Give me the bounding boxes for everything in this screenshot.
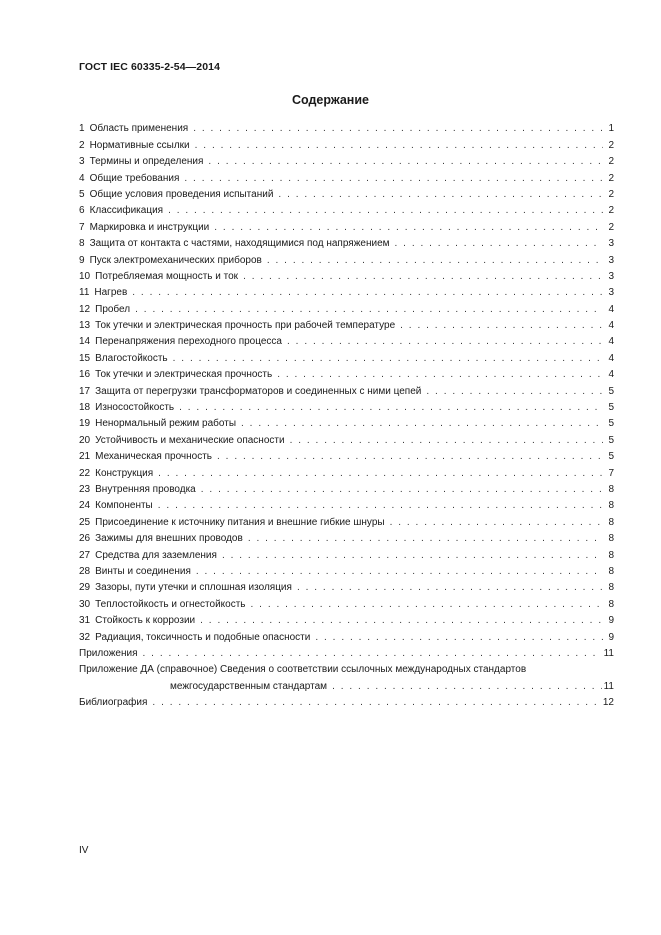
toc-leader-dots [395, 238, 603, 250]
toc-entry[interactable] [79, 135, 614, 151]
toc-leader-dots [168, 205, 603, 217]
toc-entry-number: 28 [79, 565, 91, 577]
toc-entry[interactable] [79, 545, 614, 561]
toc-entry-label: Классификация [89, 205, 164, 217]
toc-leader-dots [152, 697, 600, 709]
toc-entry-page: 4 [608, 320, 614, 332]
toc-entry-page: 8 [608, 549, 614, 561]
toc-entry-page: 3 [608, 238, 614, 250]
toc-entry-page: 8 [608, 500, 614, 512]
toc-entry-page: 3 [608, 270, 614, 282]
toc-entry-page: 2 [608, 139, 614, 151]
toc-leader-dots [222, 550, 603, 562]
toc-leader-dots [208, 156, 603, 168]
toc-entry-page: 11 [603, 680, 614, 692]
toc-leader-dots [243, 271, 603, 283]
toc-entry-page: 5 [608, 451, 614, 463]
toc-entry-number: 2 [79, 139, 85, 151]
toc-leader-dots [158, 500, 603, 512]
toc-entry-page: 4 [608, 369, 614, 381]
toc-entry-number: 26 [79, 533, 91, 545]
toc-leader-dots [132, 287, 603, 299]
toc-entry-label: Износостойкость [95, 402, 175, 414]
toc-entry-label: Приложения [79, 647, 138, 659]
toc-entry-label: Пробел [95, 303, 131, 315]
toc-leader-dots [200, 615, 603, 627]
toc-entry[interactable] [79, 348, 614, 364]
toc-entry-label: Конструкция [95, 467, 154, 479]
toc-leader-dots [290, 435, 603, 447]
toc-entry-page: 3 [608, 287, 614, 299]
toc-entry-number: 17 [79, 385, 91, 397]
toc-entry-number: 32 [79, 631, 91, 643]
toc-leader-dots [173, 353, 603, 365]
toc-entry-label: Нагрев [94, 287, 128, 299]
toc-entry[interactable] [79, 283, 614, 299]
toc-entry-label: Защита от контакта с частями, находящимися под напряжением [89, 238, 390, 250]
toc-entry-number: 23 [79, 483, 91, 495]
toc-entry-page: 4 [608, 352, 614, 364]
toc-entry-number: 22 [79, 467, 91, 479]
document-header: ГОСТ IEC 60335-2-54—2014 [79, 61, 221, 73]
toc-leader-dots [184, 173, 603, 185]
toc-entry[interactable] [79, 365, 614, 381]
toc-entry-page: 2 [608, 188, 614, 200]
toc-entry-label: Ненормальный режим работы [95, 418, 237, 430]
toc-appendix-da-entry-line1[interactable] [79, 660, 614, 676]
toc-entry-label: Приложение ДА (справочное) Сведения о соответствии ссылочных международных стандартов [79, 664, 527, 676]
toc-entry-label: Механическая прочность [95, 451, 212, 463]
toc-leader-dots [135, 304, 603, 316]
toc-leader-dots [196, 566, 603, 578]
toc-entry-number: 18 [79, 402, 91, 414]
toc-entry-number: 3 [79, 156, 85, 168]
toc-entry-page: 4 [608, 336, 614, 348]
toc-entry-page: 8 [608, 516, 614, 528]
toc-entry-label: Средства для заземления [95, 549, 217, 561]
toc-appendix-da-entry-line2[interactable] [79, 676, 614, 692]
toc-entry-page: 8 [608, 598, 614, 610]
toc-entry-label: Перенапряжения переходного процесса [95, 336, 282, 348]
toc-entry-number: 15 [79, 352, 91, 364]
toc-entry-label: Пуск электромеханических приборов [89, 254, 262, 266]
toc-entry-page: 8 [608, 582, 614, 594]
page-number: IV [79, 845, 89, 856]
toc-entry-number: 16 [79, 369, 91, 381]
toc-entry-number: 4 [79, 172, 85, 184]
toc-entry-number: 1 [79, 123, 85, 135]
toc-entry-page: 3 [608, 254, 614, 266]
toc-entry-label: Влагостойкость [95, 352, 168, 364]
toc-entry-page: 1 [608, 123, 614, 135]
toc-entry[interactable] [79, 627, 614, 643]
toc-entry-label: Устойчивость и механические опасности [95, 434, 285, 446]
toc-entry-label: Стойкость к коррозии [95, 615, 196, 627]
toc-leader-dots [278, 189, 603, 201]
toc-entry-label: Нормативные ссылки [89, 139, 190, 151]
toc-leader-dots [315, 632, 603, 644]
toc-entry-number: 31 [79, 615, 91, 627]
toc-entry-number: 11 [79, 287, 90, 299]
toc-leader-dots [143, 648, 602, 660]
toc-entry-label: Ток утечки и электрическая прочность [95, 369, 273, 381]
toc-bibliography-entry[interactable] [79, 693, 614, 709]
toc-entry-label-continued: межгосударственным стандартам [170, 680, 328, 692]
toc-entry[interactable] [79, 430, 614, 446]
toc-entry[interactable] [79, 398, 614, 414]
toc-entry-page: 9 [608, 631, 614, 643]
toc-entry-page: 2 [608, 172, 614, 184]
toc-entry[interactable] [79, 480, 614, 496]
toc-entry-page: 7 [608, 467, 614, 479]
toc-leader-dots [267, 255, 603, 267]
toc-entry-label: Общие условия проведения испытаний [89, 188, 274, 200]
toc-leader-dots [287, 336, 603, 348]
toc-entry-label: Присоединение к источнику питания и внешние гибкие шнуры [95, 516, 385, 528]
toc-entry[interactable] [79, 250, 614, 266]
toc-entry-number: 21 [79, 451, 91, 463]
toc-leader-dots [214, 222, 603, 234]
toc-entry-label: Общие требования [89, 172, 180, 184]
toc-entry-label: Потребляемая мощность и ток [95, 270, 239, 282]
toc-entry[interactable] [79, 119, 614, 135]
toc-entry[interactable] [79, 234, 614, 250]
toc-leader-dots [248, 533, 603, 545]
toc-leader-dots [241, 418, 603, 430]
toc-entry[interactable] [79, 332, 614, 348]
toc-entry-page: 9 [608, 615, 614, 627]
toc-leader-dots [251, 599, 603, 611]
toc-entry[interactable] [79, 217, 614, 233]
toc-entry-label: Защита от перегрузки трансформаторов и соединенных с ними цепей [95, 385, 422, 397]
toc-entry-label: Библиография [79, 697, 148, 709]
toc-entry-number: 9 [79, 254, 85, 266]
toc-entry[interactable] [79, 414, 614, 430]
toc-entry-page: 8 [608, 565, 614, 577]
toc-entry-label: Радиация, токсичность и подобные опасности [95, 631, 311, 643]
toc-entry[interactable] [79, 529, 614, 545]
toc-entry[interactable] [79, 185, 614, 201]
toc-leader-dots [217, 451, 603, 463]
toc-entry[interactable] [79, 267, 614, 283]
toc-entry-page: 2 [608, 221, 614, 233]
toc-entry-number: 27 [79, 549, 91, 561]
toc-entry[interactable] [79, 611, 614, 627]
toc-entry-label: Компоненты [95, 500, 153, 512]
toc-entry-number: 29 [79, 582, 91, 594]
toc-entry-number: 10 [79, 270, 91, 282]
toc-leader-dots [400, 320, 603, 332]
toc-entry-page: 2 [608, 205, 614, 217]
toc-entry-number: 13 [79, 320, 91, 332]
toc-entry-page: 8 [608, 533, 614, 545]
toc-leader-dots [193, 123, 603, 135]
toc-entry-label: Ток утечки и электрическая прочность при рабочей температуре [95, 320, 396, 332]
toc-entry-page: 12 [602, 697, 614, 709]
toc-entry[interactable] [79, 463, 614, 479]
page-title: Содержание [291, 93, 369, 107]
toc-entry-label: Термины и определения [89, 156, 204, 168]
toc-leader-dots [158, 468, 603, 480]
toc-entry[interactable] [79, 168, 614, 184]
toc-entry-number: 30 [79, 598, 91, 610]
toc-entry-page: 5 [608, 434, 614, 446]
toc-entry[interactable] [79, 562, 614, 578]
toc-leader-dots [201, 484, 603, 496]
toc-entry-number: 14 [79, 336, 91, 348]
toc-entry-number: 12 [79, 303, 91, 315]
toc-leader-dots [277, 369, 603, 381]
toc-entry-number: 20 [79, 434, 91, 446]
toc-entry-label: Зазоры, пути утечки и сплошная изоляция [95, 582, 292, 594]
toc-entry-page: 5 [608, 385, 614, 397]
toc-leader-dots [179, 402, 603, 414]
toc-entry[interactable] [79, 496, 614, 512]
toc-entry-number: 7 [79, 221, 85, 233]
toc-entry-label: Винты и соединения [95, 565, 191, 577]
toc-entry-label: Теплостойкость и огнестойкость [95, 598, 246, 610]
toc-entry-page: 5 [608, 402, 614, 414]
toc-entry[interactable] [79, 447, 614, 463]
toc-entry[interactable] [79, 381, 614, 397]
toc-entry-page: 2 [608, 156, 614, 168]
toc-entry[interactable] [79, 578, 614, 594]
toc-entry-page: 8 [608, 483, 614, 495]
toc-entry[interactable] [79, 299, 614, 315]
toc-entry-number: 19 [79, 418, 91, 430]
toc-leader-dots [195, 140, 603, 152]
toc-leader-dots [426, 386, 603, 398]
toc-leader-dots [332, 681, 602, 693]
toc-entry-number: 8 [79, 238, 85, 250]
toc-leader-dots [297, 582, 603, 594]
toc-entry-number: 25 [79, 516, 91, 528]
toc-entry-label: Зажимы для внешних проводов [95, 533, 243, 545]
toc-entry-page: 5 [608, 418, 614, 430]
toc-leader-dots [390, 517, 603, 529]
toc-entry[interactable] [79, 316, 614, 332]
toc-entry[interactable] [79, 512, 614, 528]
toc-entry-number: 6 [79, 205, 85, 217]
toc-entry[interactable] [79, 152, 614, 168]
toc-entry-label: Область применения [89, 123, 189, 135]
toc-entry-page: 11 [603, 647, 614, 659]
toc-entry-number: 5 [79, 188, 85, 200]
toc-entry-label: Внутренняя проводка [95, 483, 196, 495]
toc-appendices-entry[interactable] [79, 644, 614, 660]
toc-entry-number: 24 [79, 500, 91, 512]
toc-entry-label: Маркировка и инструкции [89, 221, 210, 233]
toc-entry[interactable] [79, 201, 614, 217]
table-of-contents [79, 119, 614, 709]
toc-entry[interactable] [79, 594, 614, 610]
toc-entry-page: 4 [608, 303, 614, 315]
